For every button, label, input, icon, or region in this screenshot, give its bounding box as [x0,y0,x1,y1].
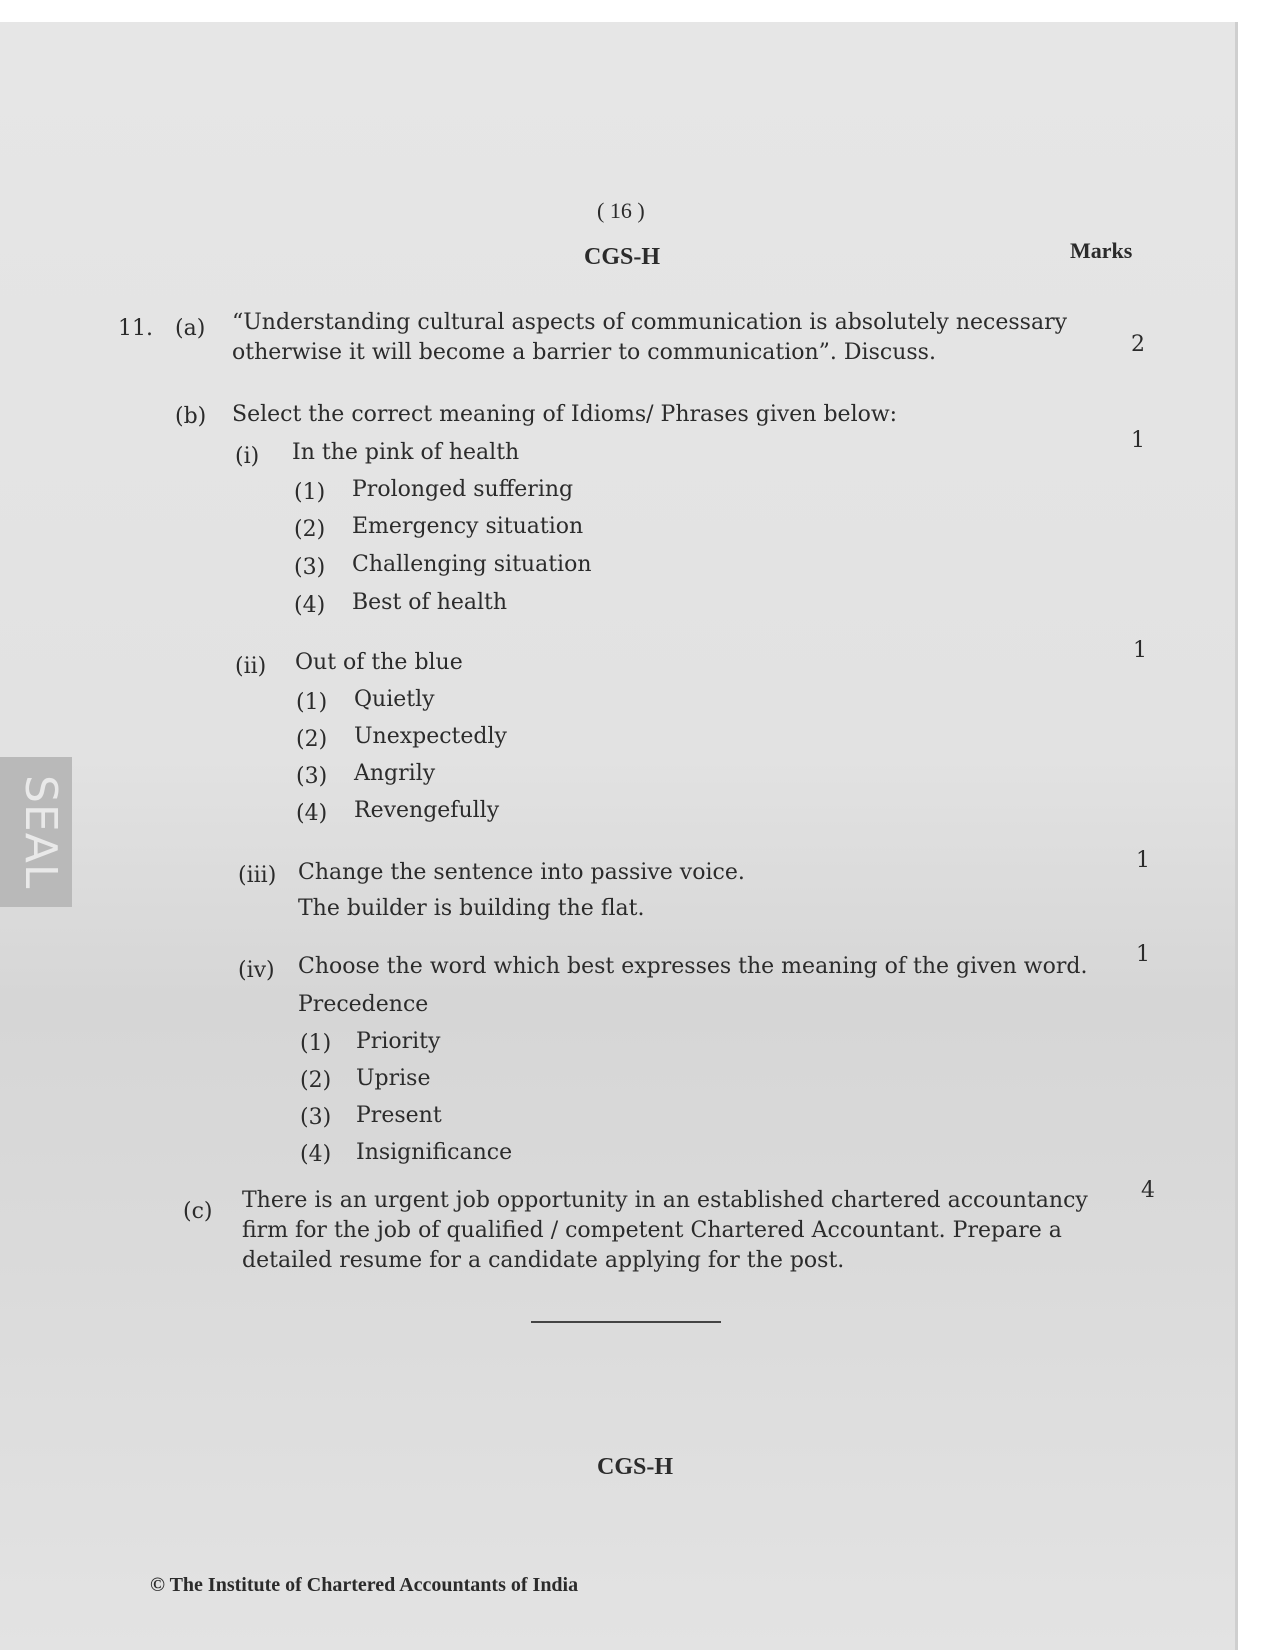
question-number: 11. [118,316,153,341]
seal-stamp [0,757,72,907]
sub-ii-option-num: (3) [296,764,328,789]
marks-column-header: Marks [1070,238,1133,263]
sub-i-option-text: Prolonged suffering [352,477,574,502]
part-a-marks: 2 [1131,332,1145,357]
sub-ii-option-text: Revengefully [354,798,500,823]
sub-iv-text: Choose the word which best expresses the meaning of the given word. [298,954,1088,979]
sub-iv-option-text: Insignificance [356,1140,513,1165]
part-c-line-3: detailed resume for a candidate applying for the post. [242,1248,845,1273]
sub-i-option-num: (2) [294,517,326,542]
sub-ii-option-num: (2) [296,727,328,752]
sub-iv-option-text: Priority [356,1029,441,1054]
exam-page [0,22,1238,1650]
sub-iv-option-text: Present [356,1103,442,1128]
sub-ii-option-text: Unexpectedly [354,724,507,749]
copyright-footer: © The Institute of Chartered Accountants of India [150,1574,579,1596]
sub-iv-marks: 1 [1136,942,1150,967]
sub-iv-label: (iv) [238,958,275,983]
part-c-line-2: firm for the job of qualified / competent Chartered Accountant. Prepare a [242,1218,1062,1243]
sub-iii-marks: 1 [1136,848,1150,873]
part-b-text: Select the correct meaning of Idioms/ Phrases given below: [232,402,898,427]
sub-iv-option-num: (2) [300,1068,332,1093]
sub-i-option-text: Emergency situation [352,514,584,539]
sub-iii-sentence: The builder is building the flat. [298,896,645,921]
seal-text: SEAL [15,775,66,890]
sub-i-option-num: (3) [294,555,326,580]
end-divider [531,1321,721,1323]
sub-i-text: In the pink of health [292,440,520,465]
sub-i-marks: 1 [1131,428,1145,453]
sub-ii-option-num: (4) [296,801,328,826]
part-a-label: (a) [175,316,206,341]
sub-ii-marks: 1 [1133,638,1147,663]
sub-iii-label: (iii) [238,863,277,888]
sub-iv-option-text: Uprise [356,1066,431,1091]
sub-ii-label: (ii) [235,654,267,679]
sub-iii-text: Change the sentence into passive voice. [298,860,745,885]
part-c-marks: 4 [1141,1178,1155,1203]
part-a-line-1: “Understanding cultural aspects of communication is absolutely necessary [232,310,1068,335]
part-c-line-1: There is an urgent job opportunity in an established chartered accountancy [242,1188,1088,1213]
sub-i-option-num: (1) [294,480,326,505]
paper-code-header: CGS-H [584,244,661,270]
sub-i-option-text: Best of health [352,590,508,615]
sub-iv-option-num: (3) [300,1105,332,1130]
paper-code-footer: CGS-H [597,1454,674,1480]
page-number: ( 16 ) [597,198,645,223]
sub-ii-text: Out of the blue [295,650,463,675]
sub-ii-option-text: Angrily [354,761,436,786]
sub-ii-option-num: (1) [296,690,328,715]
part-a-line-2: otherwise it will become a barrier to communication”. Discuss. [232,340,936,365]
sub-iv-option-num: (1) [300,1031,332,1056]
sub-iv-word: Precedence [298,992,429,1017]
sub-i-option-text: Challenging situation [352,552,592,577]
part-c-label: (c) [183,1199,213,1224]
sub-i-label: (i) [235,444,260,469]
part-b-label: (b) [175,404,207,429]
sub-iv-option-num: (4) [300,1142,332,1167]
sub-ii-option-text: Quietly [354,687,435,712]
sub-i-option-num: (4) [294,593,326,618]
